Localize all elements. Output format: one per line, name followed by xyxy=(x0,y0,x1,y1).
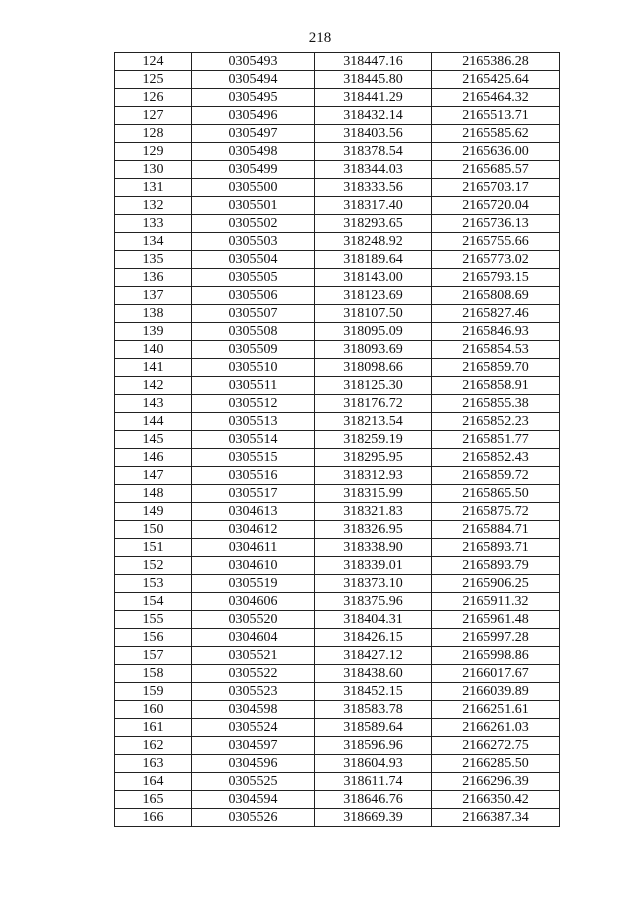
point-id-cell: 0305515 xyxy=(192,449,315,467)
x-coordinate-cell: 318123.69 xyxy=(315,287,432,305)
y-coordinate-cell: 2165852.23 xyxy=(432,413,560,431)
x-coordinate-cell: 318295.95 xyxy=(315,449,432,467)
point-id-cell: 0305521 xyxy=(192,647,315,665)
point-id-cell: 0305497 xyxy=(192,125,315,143)
y-coordinate-cell: 2165464.32 xyxy=(432,89,560,107)
table-row xyxy=(115,323,560,341)
y-coordinate-cell: 2165998.86 xyxy=(432,647,560,665)
y-coordinate-cell: 2165875.72 xyxy=(432,503,560,521)
y-coordinate-cell: 2166296.39 xyxy=(432,773,560,791)
point-number-cell: 160 xyxy=(115,701,192,719)
x-coordinate-cell: 318669.39 xyxy=(315,809,432,827)
x-coordinate-cell: 318321.83 xyxy=(315,503,432,521)
point-number-cell: 166 xyxy=(115,809,192,827)
y-coordinate-cell: 2165859.70 xyxy=(432,359,560,377)
x-coordinate-cell: 318441.29 xyxy=(315,89,432,107)
point-number-cell: 138 xyxy=(115,305,192,323)
point-id-cell: 0305516 xyxy=(192,467,315,485)
y-coordinate-cell: 2165720.04 xyxy=(432,197,560,215)
y-coordinate-cell: 2165906.25 xyxy=(432,575,560,593)
table-row xyxy=(115,665,560,683)
point-number-cell: 133 xyxy=(115,215,192,233)
table-row xyxy=(115,215,560,233)
point-id-cell: 0305507 xyxy=(192,305,315,323)
point-number-cell: 154 xyxy=(115,593,192,611)
y-coordinate-cell: 2166017.67 xyxy=(432,665,560,683)
point-id-cell: 0305499 xyxy=(192,161,315,179)
y-coordinate-cell: 2165685.57 xyxy=(432,161,560,179)
point-id-cell: 0305525 xyxy=(192,773,315,791)
coordinates-table xyxy=(114,52,560,827)
page-number: 218 xyxy=(308,30,332,46)
table-row xyxy=(115,179,560,197)
point-id-cell: 0305504 xyxy=(192,251,315,269)
point-number-cell: 148 xyxy=(115,485,192,503)
table-row xyxy=(115,305,560,323)
point-id-cell: 0305494 xyxy=(192,71,315,89)
table-row xyxy=(115,287,560,305)
point-number-cell: 127 xyxy=(115,107,192,125)
table-row xyxy=(115,557,560,575)
point-id-cell: 0305513 xyxy=(192,413,315,431)
point-id-cell: 0304610 xyxy=(192,557,315,575)
x-coordinate-cell: 318426.15 xyxy=(315,629,432,647)
table-row xyxy=(115,449,560,467)
point-id-cell: 0305524 xyxy=(192,719,315,737)
point-number-cell: 157 xyxy=(115,647,192,665)
x-coordinate-cell: 318312.93 xyxy=(315,467,432,485)
y-coordinate-cell: 2166251.61 xyxy=(432,701,560,719)
table-row xyxy=(115,611,560,629)
point-id-cell: 0305517 xyxy=(192,485,315,503)
table-row xyxy=(115,53,560,71)
table-row xyxy=(115,161,560,179)
x-coordinate-cell: 318589.64 xyxy=(315,719,432,737)
point-number-cell: 135 xyxy=(115,251,192,269)
point-id-cell: 0305520 xyxy=(192,611,315,629)
table-row xyxy=(115,539,560,557)
y-coordinate-cell: 2165425.64 xyxy=(432,71,560,89)
table-row xyxy=(115,251,560,269)
point-id-cell: 0304598 xyxy=(192,701,315,719)
point-number-cell: 126 xyxy=(115,89,192,107)
y-coordinate-cell: 2166285.50 xyxy=(432,755,560,773)
y-coordinate-cell: 2166261.03 xyxy=(432,719,560,737)
point-number-cell: 124 xyxy=(115,53,192,71)
y-coordinate-cell: 2165911.32 xyxy=(432,593,560,611)
table-row xyxy=(115,395,560,413)
point-id-cell: 0305505 xyxy=(192,269,315,287)
y-coordinate-cell: 2165755.66 xyxy=(432,233,560,251)
table-row xyxy=(115,755,560,773)
x-coordinate-cell: 318452.15 xyxy=(315,683,432,701)
point-id-cell: 0305506 xyxy=(192,287,315,305)
x-coordinate-cell: 318432.14 xyxy=(315,107,432,125)
point-id-cell: 0304606 xyxy=(192,593,315,611)
x-coordinate-cell: 318445.80 xyxy=(315,71,432,89)
point-number-cell: 132 xyxy=(115,197,192,215)
table-row xyxy=(115,773,560,791)
x-coordinate-cell: 318404.31 xyxy=(315,611,432,629)
x-coordinate-cell: 318326.95 xyxy=(315,521,432,539)
x-coordinate-cell: 318143.00 xyxy=(315,269,432,287)
point-id-cell: 0305502 xyxy=(192,215,315,233)
point-number-cell: 150 xyxy=(115,521,192,539)
point-number-cell: 165 xyxy=(115,791,192,809)
y-coordinate-cell: 2165808.69 xyxy=(432,287,560,305)
x-coordinate-cell: 318596.96 xyxy=(315,737,432,755)
point-id-cell: 0305509 xyxy=(192,341,315,359)
point-number-cell: 155 xyxy=(115,611,192,629)
point-number-cell: 149 xyxy=(115,503,192,521)
point-id-cell: 0304612 xyxy=(192,521,315,539)
table-row xyxy=(115,485,560,503)
point-number-cell: 139 xyxy=(115,323,192,341)
point-id-cell: 0305503 xyxy=(192,233,315,251)
table-row xyxy=(115,719,560,737)
table-row xyxy=(115,107,560,125)
point-number-cell: 152 xyxy=(115,557,192,575)
x-coordinate-cell: 318611.74 xyxy=(315,773,432,791)
x-coordinate-cell: 318315.99 xyxy=(315,485,432,503)
y-coordinate-cell: 2165852.43 xyxy=(432,449,560,467)
table-row xyxy=(115,89,560,107)
point-id-cell: 0304613 xyxy=(192,503,315,521)
table-row xyxy=(115,647,560,665)
point-id-cell: 0305498 xyxy=(192,143,315,161)
point-number-cell: 128 xyxy=(115,125,192,143)
table-row xyxy=(115,521,560,539)
y-coordinate-cell: 2165736.13 xyxy=(432,215,560,233)
table-row xyxy=(115,737,560,755)
table-row xyxy=(115,431,560,449)
x-coordinate-cell: 318107.50 xyxy=(315,305,432,323)
point-id-cell: 0305519 xyxy=(192,575,315,593)
y-coordinate-cell: 2165893.79 xyxy=(432,557,560,575)
x-coordinate-cell: 318375.96 xyxy=(315,593,432,611)
point-number-cell: 162 xyxy=(115,737,192,755)
y-coordinate-cell: 2165703.17 xyxy=(432,179,560,197)
point-number-cell: 156 xyxy=(115,629,192,647)
table-row xyxy=(115,71,560,89)
x-coordinate-cell: 318125.30 xyxy=(315,377,432,395)
x-coordinate-cell: 318427.12 xyxy=(315,647,432,665)
point-number-cell: 145 xyxy=(115,431,192,449)
point-number-cell: 151 xyxy=(115,539,192,557)
point-id-cell: 0305508 xyxy=(192,323,315,341)
y-coordinate-cell: 2165961.48 xyxy=(432,611,560,629)
y-coordinate-cell: 2165893.71 xyxy=(432,539,560,557)
point-number-cell: 137 xyxy=(115,287,192,305)
y-coordinate-cell: 2165859.72 xyxy=(432,467,560,485)
y-coordinate-cell: 2166350.42 xyxy=(432,791,560,809)
point-id-cell: 0305496 xyxy=(192,107,315,125)
y-coordinate-cell: 2165865.50 xyxy=(432,485,560,503)
x-coordinate-cell: 318338.90 xyxy=(315,539,432,557)
x-coordinate-cell: 318646.76 xyxy=(315,791,432,809)
point-number-cell: 161 xyxy=(115,719,192,737)
y-coordinate-cell: 2165585.62 xyxy=(432,125,560,143)
point-number-cell: 146 xyxy=(115,449,192,467)
point-id-cell: 0305523 xyxy=(192,683,315,701)
table-row xyxy=(115,683,560,701)
point-number-cell: 134 xyxy=(115,233,192,251)
x-coordinate-cell: 318176.72 xyxy=(315,395,432,413)
x-coordinate-cell: 318317.40 xyxy=(315,197,432,215)
x-coordinate-cell: 318213.54 xyxy=(315,413,432,431)
table-row xyxy=(115,575,560,593)
point-number-cell: 129 xyxy=(115,143,192,161)
x-coordinate-cell: 318373.10 xyxy=(315,575,432,593)
point-id-cell: 0305514 xyxy=(192,431,315,449)
x-coordinate-cell: 318093.69 xyxy=(315,341,432,359)
table-row xyxy=(115,791,560,809)
table-row xyxy=(115,197,560,215)
table-row xyxy=(115,701,560,719)
point-number-cell: 164 xyxy=(115,773,192,791)
point-id-cell: 0305501 xyxy=(192,197,315,215)
point-id-cell: 0305500 xyxy=(192,179,315,197)
y-coordinate-cell: 2165858.91 xyxy=(432,377,560,395)
x-coordinate-cell: 318447.16 xyxy=(315,53,432,71)
table-row xyxy=(115,413,560,431)
y-coordinate-cell: 2166387.34 xyxy=(432,809,560,827)
point-number-cell: 143 xyxy=(115,395,192,413)
y-coordinate-cell: 2165386.28 xyxy=(432,53,560,71)
table-row xyxy=(115,467,560,485)
x-coordinate-cell: 318098.66 xyxy=(315,359,432,377)
point-number-cell: 144 xyxy=(115,413,192,431)
table-row xyxy=(115,629,560,647)
x-coordinate-cell: 318583.78 xyxy=(315,701,432,719)
point-id-cell: 0304604 xyxy=(192,629,315,647)
table-row xyxy=(115,503,560,521)
y-coordinate-cell: 2166272.75 xyxy=(432,737,560,755)
y-coordinate-cell: 2165846.93 xyxy=(432,323,560,341)
point-number-cell: 142 xyxy=(115,377,192,395)
x-coordinate-cell: 318095.09 xyxy=(315,323,432,341)
y-coordinate-cell: 2165773.02 xyxy=(432,251,560,269)
point-id-cell: 0304597 xyxy=(192,737,315,755)
y-coordinate-cell: 2165854.53 xyxy=(432,341,560,359)
y-coordinate-cell: 2165851.77 xyxy=(432,431,560,449)
x-coordinate-cell: 318339.01 xyxy=(315,557,432,575)
point-id-cell: 0305495 xyxy=(192,89,315,107)
y-coordinate-cell: 2165855.38 xyxy=(432,395,560,413)
point-number-cell: 163 xyxy=(115,755,192,773)
point-id-cell: 0305493 xyxy=(192,53,315,71)
coordinates-table-body xyxy=(115,53,560,827)
point-number-cell: 125 xyxy=(115,71,192,89)
point-number-cell: 159 xyxy=(115,683,192,701)
point-number-cell: 136 xyxy=(115,269,192,287)
point-number-cell: 141 xyxy=(115,359,192,377)
point-id-cell: 0305512 xyxy=(192,395,315,413)
table-row xyxy=(115,359,560,377)
y-coordinate-cell: 2165884.71 xyxy=(432,521,560,539)
point-number-cell: 130 xyxy=(115,161,192,179)
x-coordinate-cell: 318344.03 xyxy=(315,161,432,179)
x-coordinate-cell: 318438.60 xyxy=(315,665,432,683)
x-coordinate-cell: 318333.56 xyxy=(315,179,432,197)
table-row xyxy=(115,143,560,161)
point-id-cell: 0305522 xyxy=(192,665,315,683)
table-row xyxy=(115,269,560,287)
point-id-cell: 0305511 xyxy=(192,377,315,395)
point-id-cell: 0304611 xyxy=(192,539,315,557)
point-number-cell: 147 xyxy=(115,467,192,485)
point-number-cell: 158 xyxy=(115,665,192,683)
y-coordinate-cell: 2165997.28 xyxy=(432,629,560,647)
table-row xyxy=(115,593,560,611)
x-coordinate-cell: 318403.56 xyxy=(315,125,432,143)
point-id-cell: 0304594 xyxy=(192,791,315,809)
point-number-cell: 153 xyxy=(115,575,192,593)
x-coordinate-cell: 318189.64 xyxy=(315,251,432,269)
point-number-cell: 131 xyxy=(115,179,192,197)
table-row xyxy=(115,125,560,143)
table-row xyxy=(115,341,560,359)
y-coordinate-cell: 2165793.15 xyxy=(432,269,560,287)
y-coordinate-cell: 2165827.46 xyxy=(432,305,560,323)
table-row xyxy=(115,233,560,251)
table-row xyxy=(115,809,560,827)
x-coordinate-cell: 318293.65 xyxy=(315,215,432,233)
point-id-cell: 0305526 xyxy=(192,809,315,827)
table-row xyxy=(115,377,560,395)
y-coordinate-cell: 2165636.00 xyxy=(432,143,560,161)
y-coordinate-cell: 2165513.71 xyxy=(432,107,560,125)
x-coordinate-cell: 318259.19 xyxy=(315,431,432,449)
x-coordinate-cell: 318604.93 xyxy=(315,755,432,773)
point-number-cell: 140 xyxy=(115,341,192,359)
x-coordinate-cell: 318248.92 xyxy=(315,233,432,251)
y-coordinate-cell: 2166039.89 xyxy=(432,683,560,701)
point-id-cell: 0304596 xyxy=(192,755,315,773)
point-id-cell: 0305510 xyxy=(192,359,315,377)
x-coordinate-cell: 318378.54 xyxy=(315,143,432,161)
